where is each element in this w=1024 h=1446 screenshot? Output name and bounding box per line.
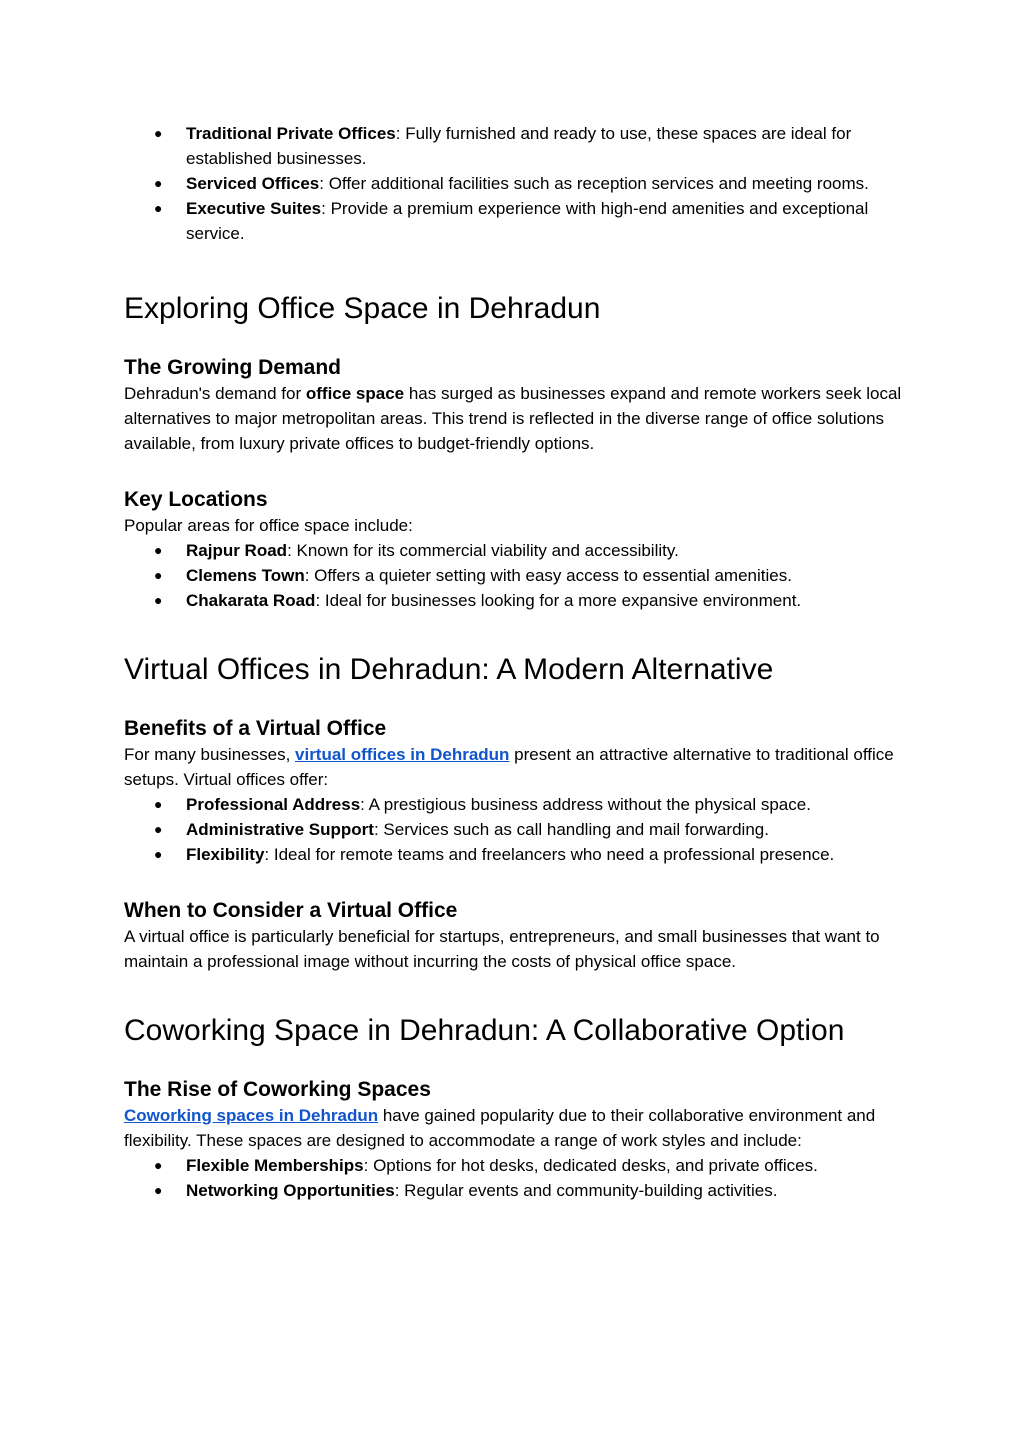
bullet-icon: ● bbox=[154, 125, 163, 141]
list-item-text: : Offer additional facilities such as reception services and meeting rooms. bbox=[319, 174, 869, 193]
paragraph-growing-demand bbox=[124, 381, 914, 456]
paragraph-text: Dehradun's demand for bbox=[124, 384, 306, 403]
office-types-list bbox=[124, 121, 914, 246]
bullet-icon: ● bbox=[154, 542, 163, 558]
bullet-icon: ● bbox=[154, 796, 163, 812]
list-item-term: Rajpur Road bbox=[186, 541, 288, 560]
section-title-coworking: Coworking Space in Dehradun: A Collaborative Option bbox=[124, 1014, 845, 1047]
document-content bbox=[124, 121, 914, 1203]
coworking-features-list bbox=[124, 1153, 914, 1203]
list-item bbox=[124, 196, 914, 246]
list-item-text: : Known for its commercial viability and accessibility. bbox=[287, 541, 679, 560]
paragraph-benefits bbox=[124, 742, 914, 792]
list-item-text: : Provide a premium experience with high-end amenities and exceptional service. bbox=[186, 199, 869, 243]
list-item-text: : A prestigious business address without the physical space. bbox=[360, 795, 811, 814]
paragraph-text: For many businesses, bbox=[124, 745, 296, 764]
list-item bbox=[124, 171, 914, 196]
list-item bbox=[124, 842, 914, 867]
list-item bbox=[124, 588, 914, 613]
list-item-term: Administrative Support bbox=[186, 820, 374, 839]
virtual-office-benefits-list bbox=[124, 792, 914, 867]
list-item-text: : Services such as call handling and mail forwarding. bbox=[373, 820, 769, 839]
bullet-icon: ● bbox=[154, 846, 163, 862]
list-item bbox=[124, 121, 914, 171]
list-item-term: Serviced Offices bbox=[186, 174, 320, 193]
list-item-term: Executive Suites bbox=[186, 199, 322, 218]
heading-growing-demand: The Growing Demand bbox=[124, 356, 342, 379]
locations-list bbox=[124, 538, 914, 613]
list-item-text: : Ideal for businesses looking for a more expansive environment. bbox=[315, 591, 802, 610]
section-title-virtual-offices: Virtual Offices in Dehradun: A Modern Alternative bbox=[124, 653, 774, 686]
list-item-term: Clemens Town bbox=[186, 566, 305, 585]
bullet-icon: ● bbox=[154, 821, 163, 837]
list-item bbox=[124, 538, 914, 563]
virtual-offices-link[interactable]: virtual offices in Dehradun bbox=[295, 745, 510, 764]
list-item bbox=[124, 1178, 914, 1203]
list-item-term: Networking Opportunities bbox=[186, 1181, 395, 1200]
heading-benefits-virtual-office: Benefits of a Virtual Office bbox=[124, 717, 387, 740]
bullet-icon: ● bbox=[154, 1182, 163, 1198]
paragraph-key-locations: Popular areas for office space include: bbox=[124, 516, 413, 535]
paragraph-text: present an attractive alternative to traditional office setups. Virtual offices offer: bbox=[124, 745, 894, 789]
list-item-text: : Regular events and community-building activities. bbox=[394, 1181, 778, 1200]
list-item bbox=[124, 1153, 914, 1178]
bullet-icon: ● bbox=[154, 200, 163, 216]
bullet-icon: ● bbox=[154, 175, 163, 191]
list-item-term: Chakarata Road bbox=[186, 591, 316, 610]
heading-key-locations: Key Locations bbox=[124, 488, 268, 511]
bullet-icon: ● bbox=[154, 1157, 163, 1173]
list-item-term: Flexibility bbox=[186, 845, 265, 864]
bullet-icon: ● bbox=[154, 592, 163, 608]
bullet-icon: ● bbox=[154, 567, 163, 583]
list-item-text: : Fully furnished and ready to use, these spaces are ideal for established businesses. bbox=[186, 124, 852, 168]
list-item-text: : Options for hot desks, dedicated desks, and private offices. bbox=[363, 1156, 818, 1175]
heading-when-to-consider: When to Consider a Virtual Office bbox=[124, 899, 458, 922]
paragraph-text: has surged as businesses expand and remote workers seek local alternatives to major metropolitan areas. This trend is reflected in the diverse range of office solutions available, from luxury private offices to budget-friendly options. bbox=[124, 384, 902, 453]
paragraph-rise-coworking bbox=[124, 1103, 914, 1153]
list-item-term: Professional Address bbox=[186, 795, 361, 814]
list-item bbox=[124, 563, 914, 588]
list-item bbox=[124, 817, 914, 842]
list-item-term: Flexible Memberships bbox=[186, 1156, 364, 1175]
list-item-term: Traditional Private Offices bbox=[186, 124, 396, 143]
paragraph-when-to-consider: A virtual office is particularly beneficial for startups, entrepreneurs, and small businesses that want to maintain a professional image without incurring the costs of physical office space. bbox=[124, 927, 880, 971]
heading-rise-coworking: The Rise of Coworking Spaces bbox=[124, 1078, 431, 1101]
section-title-office-space: Exploring Office Space in Dehradun bbox=[124, 292, 601, 325]
paragraph-text: have gained popularity due to their collaborative environment and flexibility. These spaces are designed to accommodate a range of work styles and include: bbox=[124, 1106, 876, 1150]
list-item bbox=[124, 792, 914, 817]
list-item-text: : Ideal for remote teams and freelancers who need a professional presence. bbox=[264, 845, 835, 864]
coworking-spaces-link[interactable]: Coworking spaces in Dehradun bbox=[124, 1106, 379, 1125]
paragraph-bold-text: office space bbox=[305, 384, 405, 403]
list-item-text: : Offers a quieter setting with easy access to essential amenities. bbox=[304, 566, 792, 585]
